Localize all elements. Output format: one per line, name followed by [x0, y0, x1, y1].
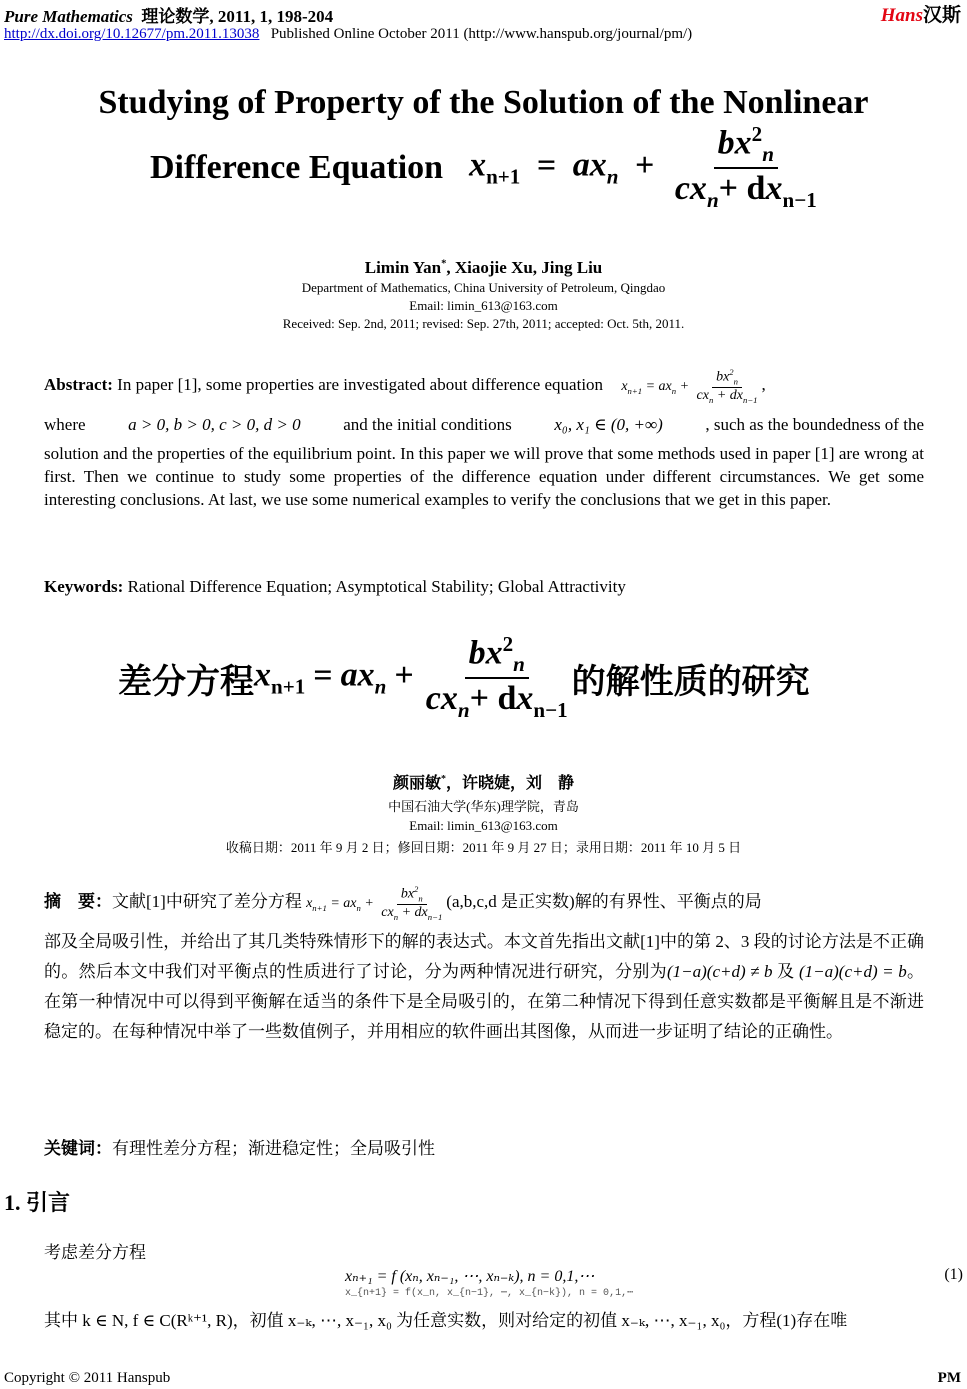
cn-abstract-formula: $x_{n+1} = ax_n$ + $\frac{bx^2_n}{cx_n + dx_{n-1}}$ — [306, 884, 443, 922]
cn-abstract — [44, 885, 924, 1047]
doi-link[interactable]: http://dx.doi.org/10.12677/pm.2011.13038 — [4, 26, 260, 42]
formula-lhs-sub: n+1 — [486, 164, 521, 189]
journal-info: 理论数学, 2011, 1, 198-204 — [141, 7, 334, 26]
cn-title — [118, 628, 810, 728]
formula-equals: = — [536, 146, 557, 184]
cn-title-formula: $x_{n+1} = ax_n$ + $\frac{bx^2_n}{cx_n+ dx_{n-1}}$ — [254, 632, 568, 722]
formula-lhs: x — [469, 146, 487, 184]
den-sub-1: n — [706, 187, 719, 212]
published-info: Published Online October 2011 (http://www.hanspub.org/journal/pm/) — [270, 26, 693, 42]
numerator-sub: n — [762, 142, 774, 167]
title-formula — [469, 123, 821, 212]
abstract-intro: In paper [1], some properties are investigated about difference equation — [117, 374, 604, 394]
cn-affiliation: 中国石油大学(华东)理学院，青岛 — [388, 799, 579, 814]
email: Email: limin_613@163.com — [409, 298, 558, 313]
numerator-term: bx — [717, 124, 752, 162]
authors — [0, 258, 967, 278]
cn-abstract-intro: 文献[1]中研究了差分方程 — [112, 891, 302, 911]
hans-logo — [881, 0, 961, 27]
abstract-rest-1: , such as the boundedness of the — [705, 415, 924, 435]
keywords — [44, 577, 626, 597]
other-authors: , Xiaojie Xu, Jing Liu — [446, 258, 603, 277]
keywords-label: Keywords: — [44, 577, 124, 596]
section-text: 其中 k ∈ N, f ∈ C(Rᵏ⁺¹, R)，初值 x₋ₖ, ⋯, x₋₁, x₀ 为任意实数，则对给定的初值 x₋ₖ, ⋯, x₋₁, x₀，方程(1)存在唯 — [44, 1311, 848, 1330]
cn-title-pre: 差分方程 — [118, 663, 254, 701]
section-heading: 1. 引言 — [4, 1190, 71, 1215]
affiliation: Department of Mathematics, China University of Petroleum, Qingdao — [301, 280, 666, 295]
equation-1: xₙ₊₁ = f (xₙ, xₙ₋₁, ⋯, xₙ₋ₖ), n = 0,1,⋯ — [345, 1268, 595, 1285]
abstract-where: where — [44, 415, 86, 435]
formula-a-term: ax — [572, 146, 607, 184]
cn-authors: 颜丽敏*，许晓婕，刘 静 — [393, 773, 574, 792]
cn-keywords-text: 有理性差分方程；渐进稳定性；全局吸引性 — [112, 1139, 435, 1158]
abstract-formula: $x_{n+1} = ax_n$ + $\frac{bx^2_n}{cx_n + dx_{n-1}}$ — [621, 367, 758, 405]
formula-fraction — [671, 123, 821, 212]
formula-a-sub: n — [606, 164, 619, 189]
title-line2: Difference Equation — [150, 149, 444, 186]
den-term-1: cx — [674, 169, 707, 207]
abstract — [44, 368, 924, 511]
first-author: Limin Yan — [364, 258, 442, 277]
paper-title-formula-line — [150, 118, 821, 218]
cn-email: Email: limin_613@163.com — [409, 818, 558, 833]
den-plus: + d — [718, 169, 766, 207]
authors-block — [0, 258, 967, 332]
dates: Received: Sep. 2nd, 2011; revised: Sep. 27th, 2011; accepted: Oct. 5th, 2011. — [282, 316, 685, 331]
doi-line — [4, 26, 692, 43]
abstract-initial: x₀, x₁ ∈ (0, +∞) — [554, 415, 663, 435]
cn-keywords-label: 关键词： — [44, 1139, 112, 1158]
logo-text-en: Hans — [880, 5, 923, 26]
journal-header — [4, 2, 333, 27]
cn-abstract-body: 部及全局吸引性，并给出了其几类特殊情形下的解的表达式。本文首先指出文献[1]中的第 2、3 段的讨论方法是不正确的。然后本文中我们对平衡点的性质进行了讨论，分为两种情况进行研究，分别为(1−a)(c+d) ≠ b 及 (1−a)(c+d) = b。在第一种情况中可以得到平衡解在适当的条件下是全局吸引的，在第二种情况下得到任意实数都是平衡解且是不渐进稳定的。在每种情况中举了一些数值例子，并用相应的软件画出其图像，从而进一步证明了结论的正确性。 — [44, 931, 925, 1041]
cn-abstract-line-1 — [44, 885, 924, 923]
abstract-line-1 — [44, 368, 924, 405]
den-term-2: x — [765, 169, 783, 207]
abstract-comma: , — [761, 374, 766, 394]
fraction-numerator — [714, 123, 778, 168]
cn-title-post: 的解性质的研究 — [571, 663, 810, 701]
fraction-denominator — [671, 169, 821, 213]
abstract-conditions: a > 0, b > 0, c > 0, d > 0 — [128, 415, 301, 435]
formula-plus: + — [634, 146, 655, 184]
keywords-text: Rational Difference Equation; Asymptotical Stability; Global Attractivity — [127, 577, 626, 596]
section-intro: 考虑差分方程 — [44, 1243, 146, 1262]
logo-text-cn: 汉斯 — [922, 5, 961, 26]
cn-abstract-label: 摘 要： — [44, 891, 112, 911]
numerator-sup: 2 — [751, 122, 763, 147]
corresponding-star: * — [441, 258, 447, 270]
den-sub-2: n−1 — [782, 187, 817, 212]
cn-abstract-params: (a,b,c,d 是正实数)解的有界性、平衡点的局 — [446, 891, 762, 911]
equation-number: (1) — [944, 1266, 963, 1283]
equation-1-source: x_{n+1} = f(x_n, x_{n−1}, ⋯, x_{n−k}), n = 0,1,⋯ — [345, 1288, 634, 1299]
cn-authors-block — [0, 770, 967, 856]
cn-keywords — [44, 1134, 435, 1159]
cn-dates: 收稿日期：2011 年 9 月 2 日；修回日期：2011 年 9 月 27 日；录用日期：2011 年 10 月 5 日 — [225, 840, 742, 855]
journal-abbr: PM — [937, 1370, 961, 1386]
copyright: Copyright © 2011 Hanspub — [4, 1370, 171, 1386]
paper-title: Studying of Property of the Solution of the Nonlinear — [98, 84, 869, 121]
journal-name: Pure Mathematics — [4, 7, 133, 26]
abstract-and: and the initial conditions — [343, 415, 512, 435]
abstract-rest-2: solution and the properties of the equilibrium point. In this paper we will prove that some methods used in paper [1] are wrong at first. Then we continue to study some properties of the difference equation under different circumstances. We get some interesting conclusions. At last, we use some numerical examples to verify the conclusions that we get in this paper. — [44, 444, 924, 510]
abstract-label: Abstract: — [44, 374, 113, 394]
abstract-line-2 — [44, 413, 924, 436]
